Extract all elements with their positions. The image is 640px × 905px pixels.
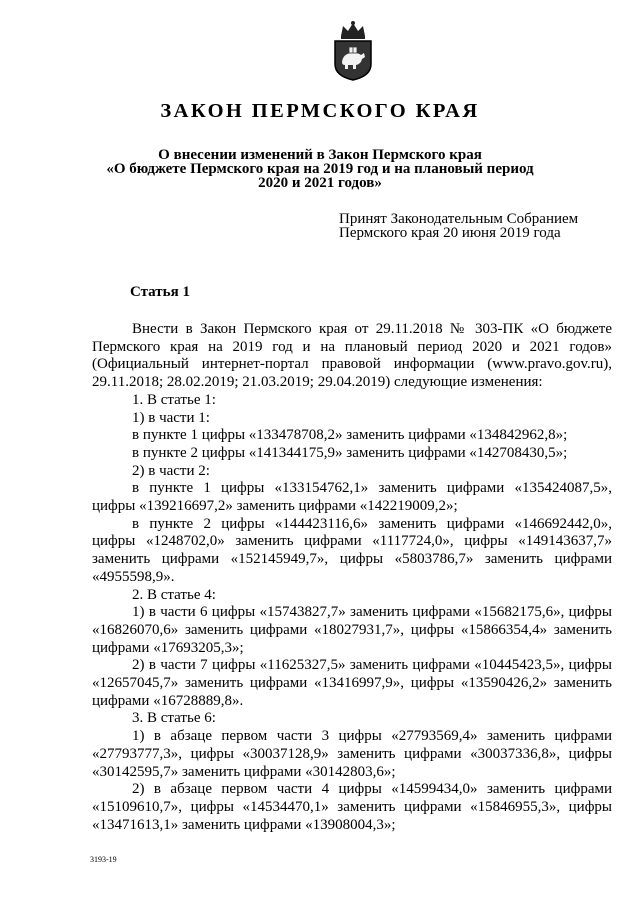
adoption-line: Пермского края 20 июня 2019 года (339, 225, 561, 241)
body-paragraph: 1) в абзаце первом части 3 цифры «27793569,4» заменить цифрами «27793777,3», цифры «30037128,9» заменить цифрами «30037336,8», цифры «30142595,7» заменить цифрами «30142803,6»; (92, 728, 612, 780)
body-paragraph: 1) в части 6 цифры «15743827,7» заменить цифрами «15682175,6», цифры «16826070,6» заменить цифрами «18027931,7», цифры «15866354,4» заменить цифрами «17693205,3»; (92, 604, 612, 656)
subtitle-line: «О бюджете Пермского края на 2019 год и на плановый период (106, 161, 534, 177)
adoption-line: Принят Законодательным Собранием (339, 211, 579, 227)
body-paragraph: Внести в Закон Пермского края от 29.11.2018 № 303-ПК «О бюджете Пермского края на 2019 год и на плановый период 2020 и 2021 годов» (Официальный интернет-портал правовой информации (www.pravo.gov.ru), 29.11.2018; 28.02.2019; 21.03.2019; 29.04.2019) следующие изменения: (92, 321, 612, 391)
body-paragraph: 2) в абзаце первом части 4 цифры «14599434,0» заменить цифрами «15109610,7», цифры «14534470,1» заменить цифрами «15846955,3», цифры «13471613,1» заменить цифрами «13908004,3»; (92, 781, 612, 833)
body-paragraph: в пункте 1 цифры «133154762,1» заменить цифрами «135424087,5», цифры «139216697,2» заменить цифрами «142219009,2»; (92, 480, 612, 515)
body-paragraph: 2. В статье 4: (132, 586, 216, 603)
document-subtitle (0, 148, 640, 190)
article-body (92, 321, 612, 834)
article-heading: Статья 1 (130, 284, 190, 300)
adoption-note (339, 212, 619, 240)
coat-of-arms-emblem (329, 20, 377, 82)
document-code: 3193-19 (90, 855, 117, 864)
subtitle-line: 2020 и 2021 годов» (258, 175, 382, 191)
body-paragraph: в пункте 2 цифры «144423116,6» заменить цифрами «146692442,0», цифры «1248702,0» заменить цифрами «1117724,0», цифры «149143637,7» заменить цифрами «152145949,7», цифры «5803786,7» заменить цифрами «4955598,9». (92, 515, 612, 585)
body-paragraph: в пункте 2 цифры «141344175,9» заменить цифрами «142708430,5»; (132, 444, 568, 461)
body-paragraph: 2) в части 7 цифры «11625327,5» заменить цифрами «10445423,5», цифры «12657045,7» заменить цифрами «13416997,9», цифры «13590426,2» заменить цифрами «16728889,8». (92, 657, 612, 709)
subtitle-line: О внесении изменений в Закон Пермского края (158, 147, 482, 163)
body-paragraph: 2) в части 2: (132, 462, 210, 479)
body-paragraph: 1) в части 1: (132, 409, 210, 426)
body-paragraph: 1. В статье 1: (132, 391, 216, 408)
document-title: ЗАКОН ПЕРМСКОГО КРАЯ (160, 100, 480, 122)
body-paragraph: в пункте 1 цифры «133478708,2» заменить цифрами «134842962,8»; (132, 427, 568, 444)
body-paragraph: 3. В статье 6: (132, 710, 216, 727)
